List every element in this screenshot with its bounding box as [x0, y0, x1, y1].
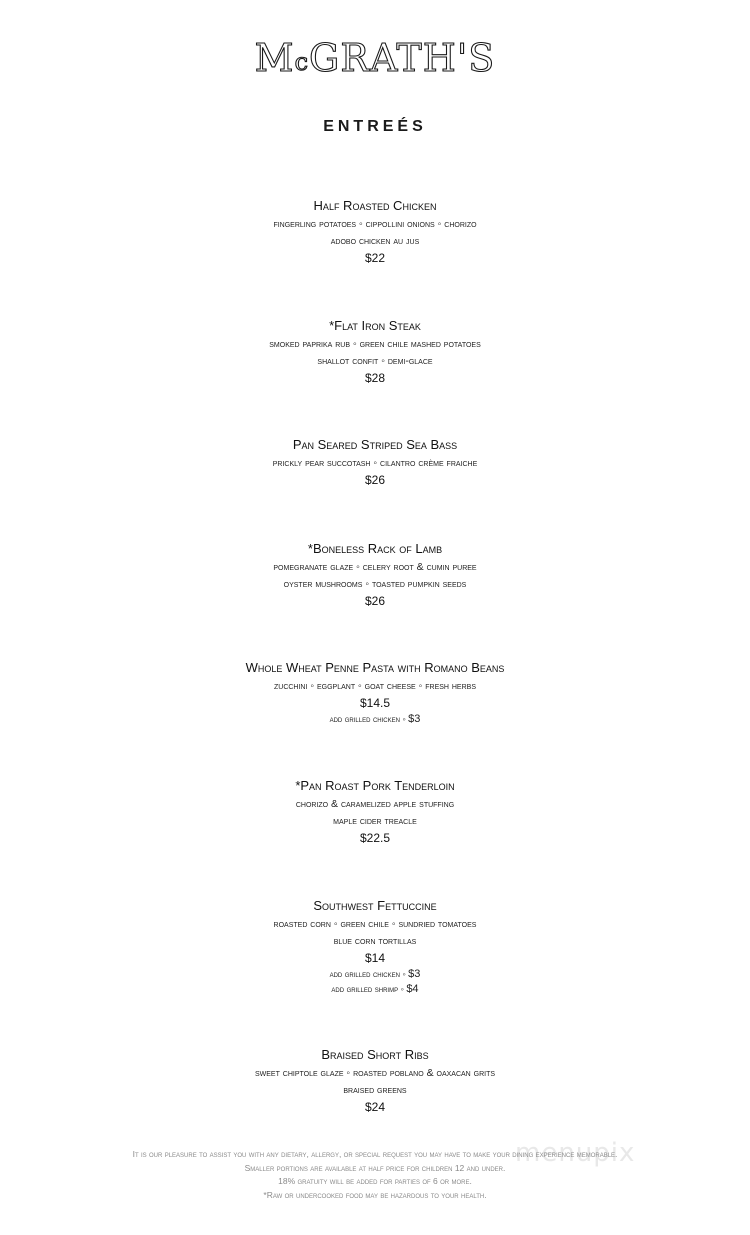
item-price: $22.5 [359, 831, 391, 845]
menu-item [0, 658, 750, 727]
menu-item [0, 776, 750, 847]
item-description: pomegranate glaze ◦ celery root & cumin puree [273, 561, 477, 573]
restaurant-logo [0, 36, 750, 80]
item-addon [0, 967, 750, 982]
item-description: braised greens [343, 1084, 407, 1096]
addon-price: $4 [406, 983, 419, 995]
item-name: *Pan Roast Pork Tenderloin [295, 778, 455, 793]
menu-item [0, 316, 750, 387]
item-description: shallot confit ◦ demi-glace [317, 355, 433, 367]
item-description: fingerling potatoes ◦ cippollini onions ◦ chorizo [273, 218, 477, 230]
item-description: oyster mushrooms ◦ toasted pumpkin seeds [283, 578, 467, 590]
item-description: sweet chiptole glaze ◦ roasted poblano & oaxacan grits [254, 1067, 496, 1079]
addon-price: $3 [408, 968, 421, 980]
footer-line: *Raw or undercooked food may be hazardous to your health. [263, 1189, 487, 1200]
addon-label: add grilled chicken ◦ [329, 969, 406, 979]
footer-line: 18% gratuity will be added for parties of 6 or more. [278, 1176, 472, 1186]
footer-line: It is our pleasure to assist you with any dietary, allergy, or special request you may have to make your dining experience memorable. [132, 1149, 618, 1159]
item-name: *Flat Iron Steak [329, 318, 421, 333]
item-price: $26 [364, 473, 386, 487]
item-name: Whole Wheat Penne Pasta with Romano Beans [245, 660, 505, 675]
menu-item [0, 435, 750, 489]
menu-item [0, 539, 750, 610]
item-name: Pan Seared Striped Sea Bass [292, 437, 458, 452]
watermark-logo: menupix [515, 1138, 636, 1168]
item-description: prickly pear succotash ◦ cilantro crème fraiche [272, 457, 478, 469]
logo-letter-m: M [254, 36, 295, 80]
item-description: chorizo & caramelized apple stuffing [295, 798, 455, 810]
item-description: smoked paprika rub ◦ green chile mashed potatoes [269, 338, 481, 350]
addon-label: add grilled chicken ◦ [329, 714, 406, 724]
logo-letter-c: c [294, 48, 310, 76]
item-description: adobo chicken au jus [330, 235, 420, 247]
item-addon [0, 982, 750, 997]
item-name: Southwest Fettuccine [313, 898, 437, 913]
menu-item [0, 196, 750, 267]
menu-item [0, 896, 750, 997]
item-name: *Boneless Rack of Lamb [307, 541, 443, 556]
item-name: Half Roasted Chicken [313, 198, 437, 213]
addon-label: add grilled shrimp ◦ [331, 984, 404, 994]
section-heading: ENTREÉS [323, 118, 427, 135]
item-name: Braised Short Ribs [321, 1047, 429, 1062]
footer-line: Smaller portions are available at half price for children 12 and under. [244, 1162, 506, 1173]
item-price: $14.5 [359, 696, 391, 710]
item-description: zucchini ◦ eggplant ◦ goat cheese ◦ fresh herbs [273, 680, 476, 692]
item-addon [0, 712, 750, 727]
addon-price: $3 [408, 713, 421, 725]
footer-notes [0, 1148, 750, 1202]
item-description: maple cider treacle [333, 815, 417, 827]
item-price: $22 [364, 251, 386, 265]
item-description: roasted corn ◦ green chile ◦ sundried tomatoes [273, 918, 477, 930]
menu-item [0, 1045, 750, 1116]
item-price: $28 [364, 371, 386, 385]
item-price: $26 [364, 594, 386, 608]
item-description: blue corn tortillas [333, 935, 417, 947]
logo-rest: GRATH'S [309, 36, 496, 80]
item-price: $14 [364, 951, 386, 965]
item-price: $24 [364, 1100, 386, 1114]
